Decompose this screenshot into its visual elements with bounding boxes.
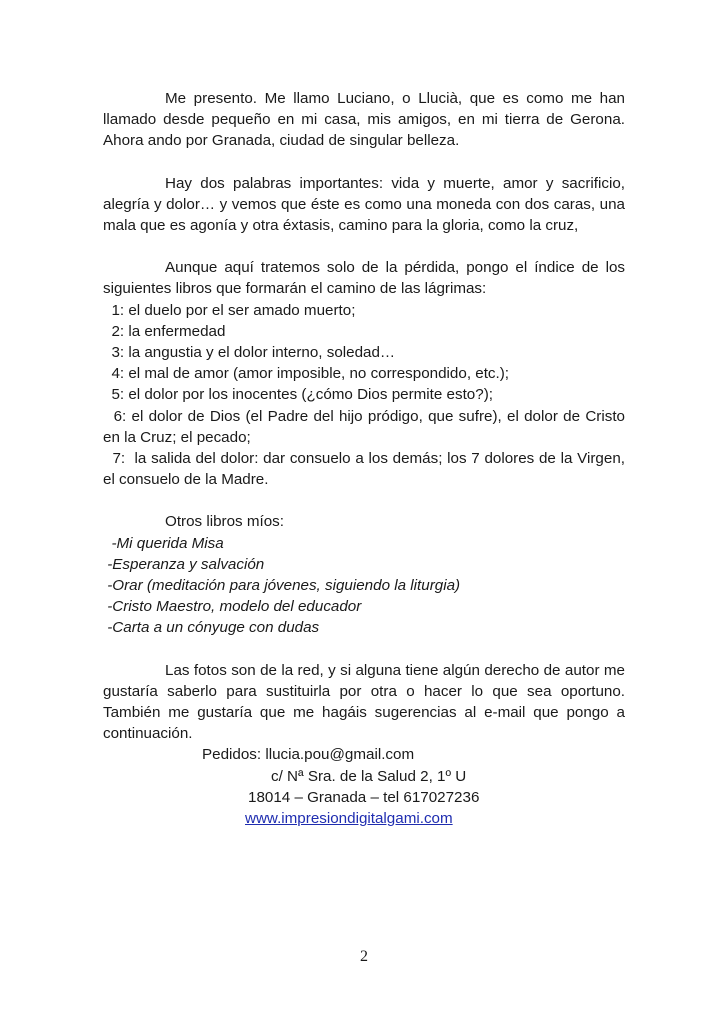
book-title: -Cristo Maestro, modelo del educador [103,598,362,616]
other-books-list [103,533,625,639]
index-item: 4: el mal de amor (amor imposible, no correspondido, etc.); [103,365,510,383]
city-phone: 18014 – Granada – tel 617027236 [248,788,480,806]
book-title: -Mi querida Misa [103,534,224,552]
index-item: 2: la enfermedad [103,322,226,340]
website-link[interactable]: www.impresiondigitalgami.com [245,810,453,828]
index-item: 5: el dolor por los inocentes (¿cómo Dios permite esto?); [103,386,493,404]
document-page [103,88,630,829]
page-number: 2 [360,948,368,965]
postal-address: c/ Nª Sra. de la Salud 2, 1º U [271,767,467,785]
index-item: 7: la salida del dolor: dar consuelo a los demás; los 7 dolores de la Virgen, el consuelo de la Madre. [103,450,630,489]
index-item: 6: el dolor de Dios (el Padre del hijo pródigo, que sufre), el dolor de Cristo en la Cruz; el pecado; [103,407,630,446]
contact-block [103,744,625,829]
book-title: -Esperanza y salvación [103,555,265,573]
closing-paragraph: Las fotos son de la red, y si alguna tiene algún derecho de autor me gustaría saberlo para sustituirla por otra o hacer lo que sea oportuno. También me gustaría que me hagáis sugerencias al e-mail que pongo a continuación. [103,661,625,743]
theme-paragraph: Hay dos palabras importantes: vida y muerte, amor y sacrificio, alegría y dolor… y vemos que éste es como una moneda con dos caras, una mala que es agonía y otra éxtasis, camino para la gloria, como la cruz, [103,174,625,235]
index-item: 1: el duelo por el ser amado muerto; [103,301,356,319]
book-title: -Carta a un cónyuge con dudas [103,619,320,637]
other-books-heading: Otros libros míos: [165,513,284,531]
orders-email: Pedidos: llucia.pou@gmail.com [202,746,415,764]
index-intro-paragraph: Aunque aquí tratemos solo de la pérdida, pongo el índice de los siguientes libros que formarán el camino de las lágrimas: [103,259,625,298]
index-item: 3: la angustia y el dolor interno, soledad… [103,344,396,362]
book-index-list [103,300,630,491]
intro-paragraph: Me presento. Me llamo Luciano, o Llucià, que es como me han llamado desde pequeño en mi casa, mis amigos, en mi tierra de Gerona. Ahora ando por Granada, ciudad de singular belleza. [103,90,625,150]
book-title: -Orar (meditación para jóvenes, siguiendo la liturgia) [103,577,461,595]
